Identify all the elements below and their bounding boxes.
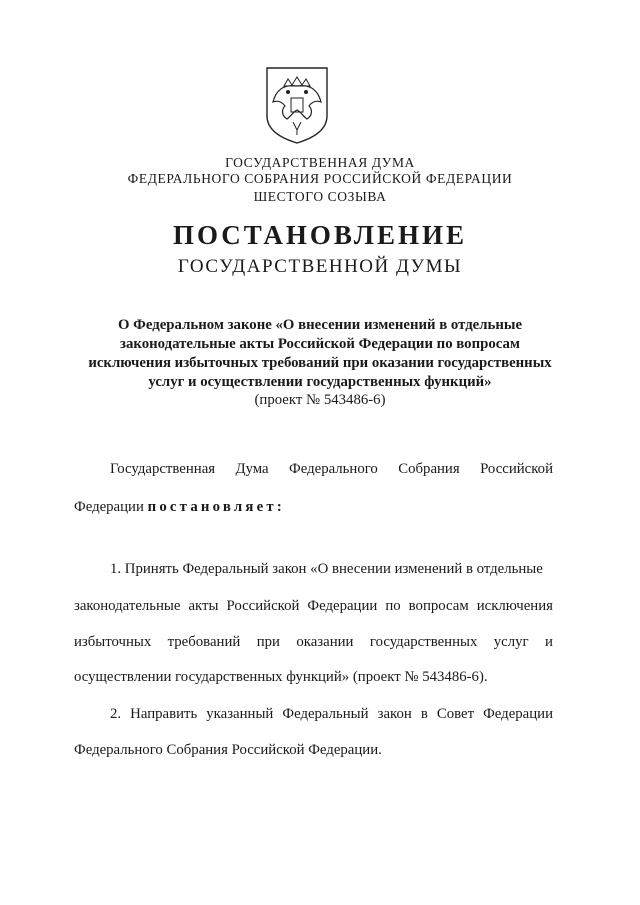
- word: при: [256, 634, 280, 650]
- item-1-line-1: 1. Принять Федеральный закон «О внесении изменений в отдельные: [110, 561, 543, 577]
- word: вопросам: [408, 598, 469, 614]
- word: государственных: [369, 634, 478, 650]
- word: Федеральный: [282, 706, 369, 722]
- word: указанный: [206, 706, 274, 722]
- word: избыточных: [74, 634, 152, 650]
- word: в: [420, 706, 428, 722]
- word: требований: [167, 634, 241, 650]
- subject-line-3: исключения избыточных требований при оказании государственных: [88, 355, 552, 371]
- document-title: ПОСТАНОВЛЕНИЕ: [172, 220, 468, 250]
- document-subtitle: ГОСУДАРСТВЕННОЙ ДУМЫ: [177, 256, 463, 277]
- word: оказании: [296, 634, 354, 650]
- word: акты: [188, 598, 219, 614]
- preamble-line-1: [110, 461, 553, 478]
- subject-line-4: услуг и осуществлении государственных функций»: [148, 374, 492, 390]
- word: Государственная: [110, 461, 216, 477]
- word: и: [545, 634, 553, 650]
- org-line-2: ФЕДЕРАЛЬНОГО СОБРАНИЯ РОССИЙСКОЙ ФЕДЕРАЦИИ: [127, 171, 513, 186]
- subject-line-2: законодательные акты Российской Федерации по вопросам: [120, 336, 520, 352]
- subject-line-1: О Федеральном законе «О внесении изменений в отдельные: [117, 317, 523, 333]
- word: Российской: [226, 598, 300, 614]
- org-line-1: ГОСУДАРСТВЕННАЯ ДУМА: [225, 155, 415, 170]
- word: Собрания: [398, 461, 460, 477]
- word: Дума: [235, 461, 269, 477]
- item-2-line-2: Федерального Собрания Российской Федерации.: [74, 742, 382, 758]
- word: услуг: [493, 634, 529, 650]
- org-line-3: ШЕСТОГО СОЗЫВА: [253, 189, 387, 204]
- item-2-line-1: [110, 706, 553, 723]
- preamble-line-2: [74, 499, 285, 516]
- word: по: [385, 598, 401, 614]
- item-1-line-3: [74, 634, 553, 651]
- word: Направить: [130, 706, 198, 722]
- word: 2.: [110, 706, 122, 722]
- word: закон: [377, 706, 412, 722]
- word: законодательные: [74, 598, 181, 614]
- word: Федерации: [307, 598, 378, 614]
- word: Совет: [436, 706, 475, 722]
- preamble-start: Федерации: [74, 499, 144, 515]
- coat-of-arms-icon: [262, 64, 332, 146]
- item-1-line-4: осуществлении государственных функций» (проект № 543486-6).: [74, 669, 488, 685]
- project-number: (проект № 543486-6): [254, 392, 386, 408]
- decree-word: постановляет:: [147, 499, 285, 515]
- word: исключения: [476, 598, 553, 614]
- word: Федерального: [289, 461, 378, 477]
- word: Федерации: [483, 706, 553, 722]
- item-1-line-2: [74, 598, 553, 615]
- word: Российской: [480, 461, 553, 477]
